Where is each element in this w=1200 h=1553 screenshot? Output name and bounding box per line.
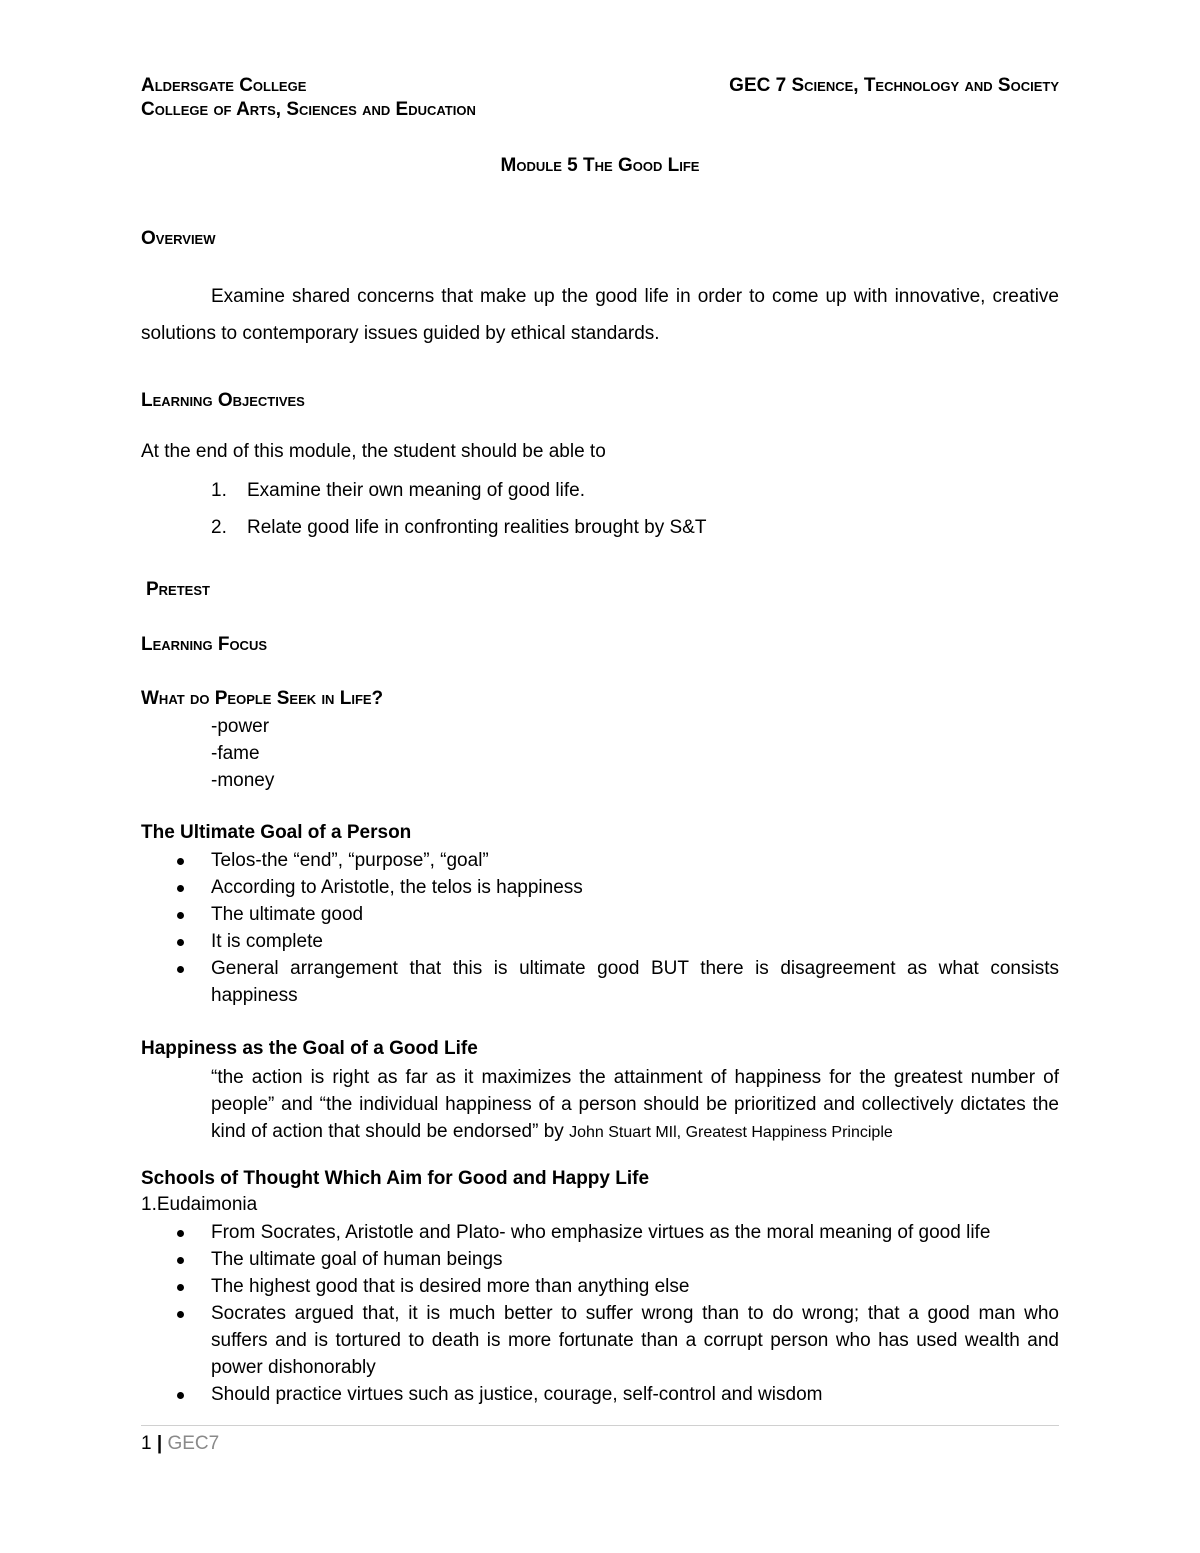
item-text: From Socrates, Aristotle and Plato- who emphasize virtues as the moral meaning of good life xyxy=(211,1222,991,1243)
list-item xyxy=(141,1246,1059,1273)
list-item xyxy=(141,1300,1059,1381)
schools-heading: Schools of Thought Which Aim for Good and Happy Life xyxy=(141,1168,650,1189)
learning-focus-heading: Learning Focus xyxy=(141,634,267,655)
list-item xyxy=(141,901,1059,928)
list-item xyxy=(141,874,1059,901)
happiness-heading: Happiness as the Goal of a Good Life xyxy=(141,1038,478,1059)
seek-heading: What do People Seek in Life? xyxy=(141,688,384,709)
list-item: -money xyxy=(211,770,275,791)
quote-attribution: John Stuart MIl, Greatest Happiness Principle xyxy=(569,1124,893,1141)
bullet-icon xyxy=(177,885,184,892)
item-text: The ultimate good xyxy=(211,904,364,925)
bullet-icon xyxy=(177,1392,184,1399)
objectives-heading: Learning Objectives xyxy=(141,390,305,411)
footer-separator: | xyxy=(156,1433,163,1454)
bullet-icon xyxy=(177,939,184,946)
item-text: Should practice virtues such as justice, courage, self-control and wisdom xyxy=(211,1384,823,1405)
bullet-icon xyxy=(177,1257,184,1264)
seek-list xyxy=(211,713,274,794)
item-text: According to Aristotle, the telos is happiness xyxy=(211,877,583,898)
document-page xyxy=(141,0,1059,1553)
header-left xyxy=(141,74,476,122)
ultimate-goal-heading: The Ultimate Goal of a Person xyxy=(141,822,412,843)
objectives-intro: At the end of this module, the student should be able to xyxy=(141,441,606,462)
bullet-icon xyxy=(177,1284,184,1291)
bullet-icon xyxy=(177,966,184,973)
item-text: It is complete xyxy=(211,931,323,952)
item-text: The ultimate goal of human beings xyxy=(211,1249,503,1270)
item-text: Socrates argued that, it is much better to suffer wrong than to do wrong; that a good man who suffers and is tortured to death is more fortunate than a corrupt person who has used wealth and power dishonorably xyxy=(211,1303,1059,1378)
bullet-icon xyxy=(177,1311,184,1318)
bullet-icon xyxy=(177,912,184,919)
bullet-icon xyxy=(177,858,184,865)
ultimate-goal-list xyxy=(141,847,1059,1009)
bullet-icon xyxy=(177,1230,184,1237)
list-item: -power xyxy=(211,716,270,737)
item-text: General arrangement that this is ultimate good BUT there is disagreement as what consists happiness xyxy=(211,958,1059,1006)
objectives-list xyxy=(211,478,706,552)
quote-text: “the action is right as far as it maximizes the attainment of happiness for the greatest number of people” and “the individual happiness of a person should be prioritized and collectively dictates the kind of action that should be endorsed” by xyxy=(211,1067,1059,1142)
module-title: Module 5 The Good Life xyxy=(500,155,700,176)
footer-label: GEC7 xyxy=(167,1433,220,1454)
list-item xyxy=(141,1381,1059,1408)
schools-subheading: 1.Eudaimonia xyxy=(141,1194,258,1215)
item-text: Relate good life in confronting realities brought by S&T xyxy=(247,517,707,538)
institution-name: Aldersgate College xyxy=(141,75,307,96)
happiness-quote xyxy=(211,1064,1059,1146)
item-number: 2. xyxy=(211,517,227,538)
list-item xyxy=(141,1273,1059,1300)
overview-text: Examine shared concerns that make up the good life in order to come up with innovative, creative solutions to contemporary issues guided by ethical standards. xyxy=(141,286,1059,344)
page-footer xyxy=(141,1433,219,1455)
eudaimonia-list xyxy=(141,1219,1059,1408)
list-item xyxy=(141,928,1059,955)
list-item xyxy=(211,478,706,515)
item-text: Telos-the “end”, “purpose”, “goal” xyxy=(211,850,489,871)
page-number: 1 xyxy=(141,1433,152,1454)
list-item xyxy=(211,515,706,552)
list-item: -fame xyxy=(211,743,260,764)
list-item xyxy=(141,1219,1059,1246)
overview-paragraph xyxy=(141,278,1059,352)
overview-heading: Overview xyxy=(141,228,216,249)
item-text: The highest good that is desired more than anything else xyxy=(211,1276,690,1297)
department-name: College of Arts, Sciences and Education xyxy=(141,99,476,120)
course-title: GEC 7 Science, Technology and Society xyxy=(729,75,1059,96)
footer-divider xyxy=(141,1425,1059,1426)
item-number: 1. xyxy=(211,480,227,501)
list-item xyxy=(141,955,1059,1009)
pretest-heading: Pretest xyxy=(146,579,210,600)
item-text: Examine their own meaning of good life. xyxy=(247,480,585,501)
list-item xyxy=(141,847,1059,874)
